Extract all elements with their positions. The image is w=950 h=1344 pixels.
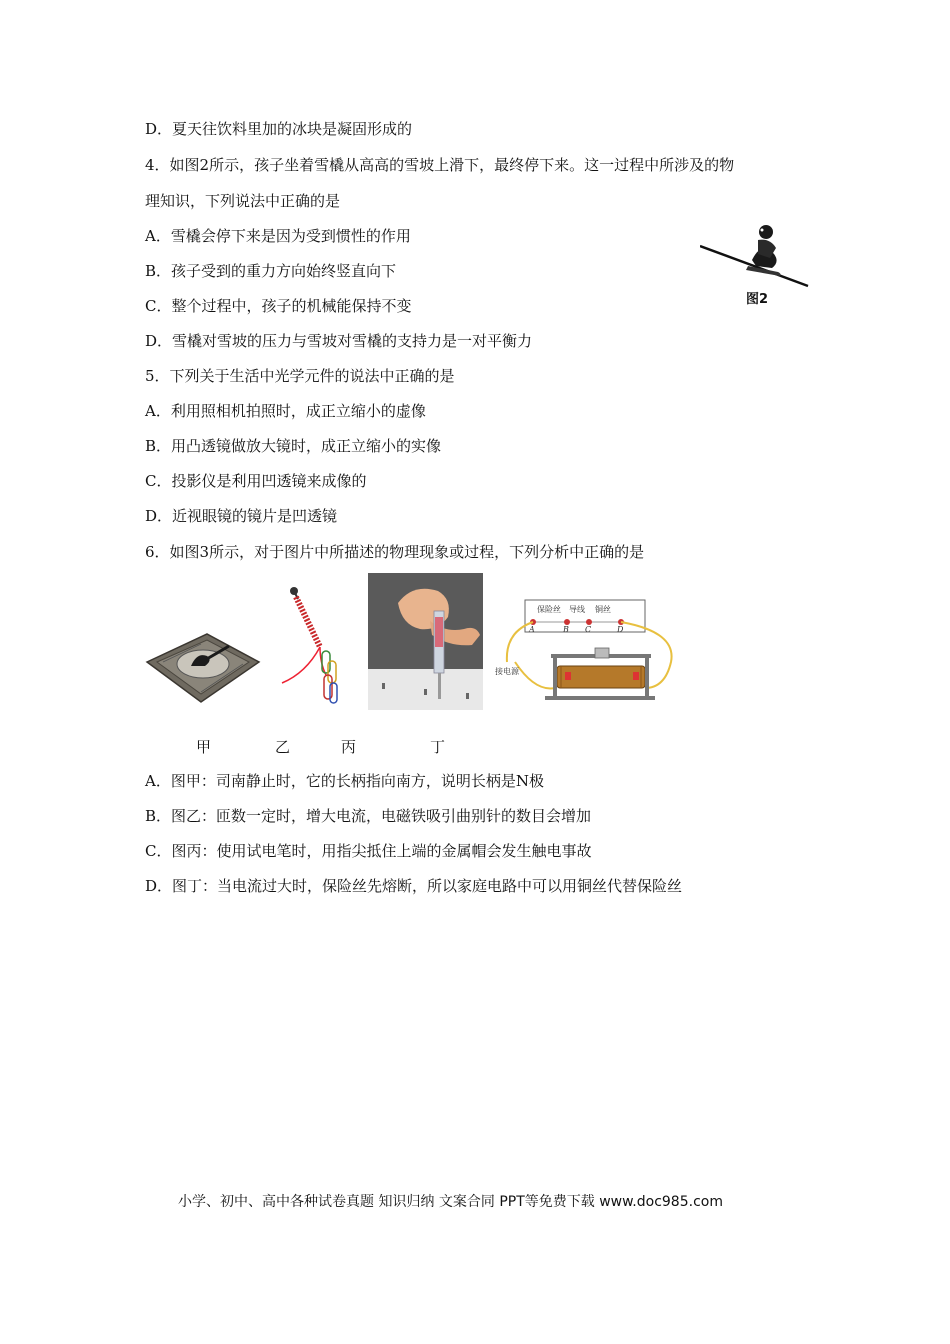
- label-copper: 铜丝: [595, 605, 611, 614]
- option-5d: D．近视眼镜的镜片是凹透镜: [145, 507, 338, 525]
- option-6a: A．图甲：司南静止时，它的长柄指向南方，说明长柄是N极: [145, 772, 544, 790]
- option-5a: A．利用照相机拍照时，成正立缩小的虚像: [145, 402, 426, 420]
- option-6d: D．图丁：当电流过大时，保险丝先熔断，所以家庭电路中可以用铜丝代替保险丝: [145, 877, 683, 895]
- figure-2-caption: 图2: [746, 292, 769, 307]
- caption-bing: 丙: [341, 738, 357, 756]
- option-3d: D．夏天往饮料里加的冰块是凝固形成的: [145, 120, 413, 138]
- option-6c: C．图丙：使用试电笔时，用指尖抵住上端的金属帽会发生触电事故: [145, 842, 592, 860]
- label-power: 接电源: [495, 667, 519, 676]
- option-4c: C．整个过程中，孩子的机械能保持不变: [145, 297, 412, 315]
- figure-3-yi-electromagnet: [276, 583, 346, 713]
- figure-2-sled: [700, 210, 810, 310]
- figure-3-jia-compass: [143, 622, 261, 704]
- label-point-a: A: [529, 625, 535, 634]
- label-fuse: 保险丝: [537, 605, 561, 614]
- option-5b: B．用凸透镜做放大镜时，成正立缩小的实像: [145, 437, 442, 455]
- caption-jia: 甲: [196, 738, 212, 756]
- caption-yi: 乙: [275, 738, 291, 756]
- figure-3-ding-fuse-circuit: [495, 592, 680, 704]
- option-5c: C．投影仪是利用凹透镜来成像的: [145, 472, 367, 490]
- label-point-b: B: [563, 625, 569, 634]
- label-wire: 导线: [569, 605, 585, 614]
- figure-3-bing-test-pen: [368, 573, 483, 710]
- question-4-stem-cont: 理知识，下列说法中正确的是: [145, 192, 341, 210]
- option-4b: B．孩子受到的重力方向始终竖直向下: [145, 262, 397, 280]
- page-footer: 小学、初中、高中各种试卷真题 知识归纳 文案合同 PPT等免费下载 www.doc985.com: [178, 1194, 723, 1210]
- question-5-stem: 5．下列关于生活中光学元件的说法中正确的是: [145, 367, 455, 385]
- option-4a: A．雪橇会停下来是因为受到惯性的作用: [145, 227, 411, 245]
- label-point-d: D: [617, 625, 624, 634]
- option-6b: B．图乙：匝数一定时，增大电流，电磁铁吸引曲别针的数目会增加: [145, 807, 592, 825]
- label-point-c: C: [585, 625, 592, 634]
- question-6-stem: 6．如图3所示，对于图片中所描述的物理现象或过程，下列分析中正确的是: [145, 543, 645, 561]
- question-4-stem: 4．如图2所示，孩子坐着雪橇从高高的雪坡上滑下，最终停下来。这一过程中所涉及的物: [145, 156, 735, 174]
- option-4d: D．雪橇对雪坡的压力与雪坡对雪橇的支持力是一对平衡力: [145, 332, 533, 350]
- caption-ding: 丁: [430, 738, 446, 756]
